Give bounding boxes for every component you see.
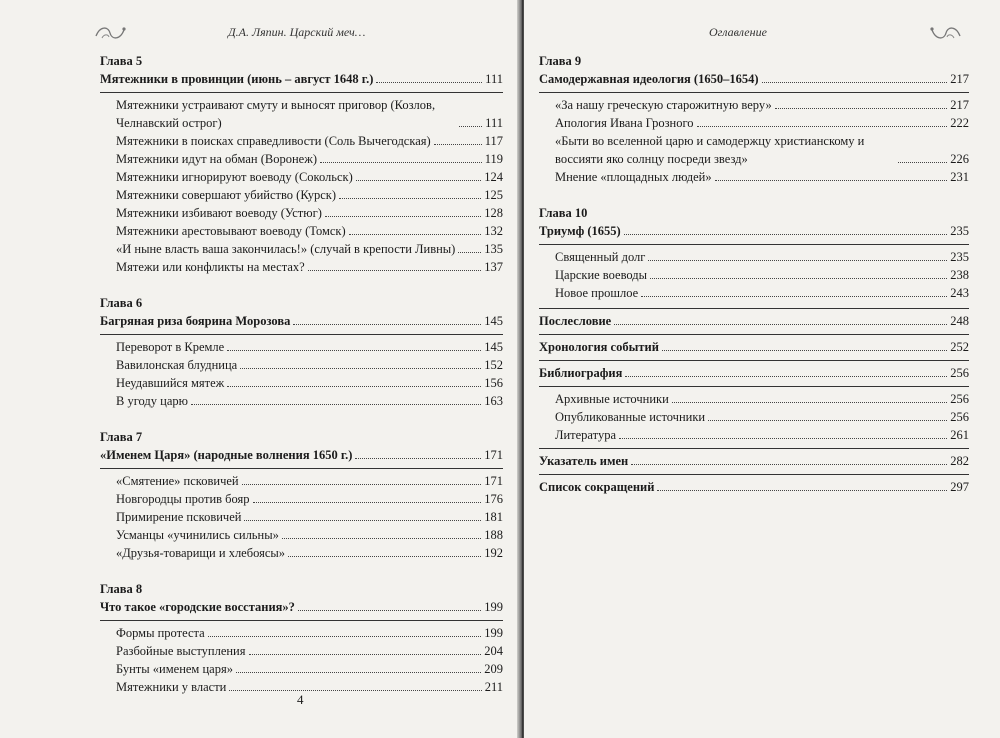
entry-page: 176: [484, 492, 503, 506]
leader-dots: [625, 376, 947, 377]
toc-entry[interactable]: [100, 526, 503, 544]
entry-title: «Быти во вселенной царю и самодержцу христианскому и воссияти яко солнцу посреди звезд»: [555, 134, 865, 166]
entry-title: Апология Ивана Грозного: [555, 116, 694, 130]
leader-dots: [208, 636, 482, 637]
entry-page: 128: [484, 206, 503, 220]
entry-page: 297: [950, 480, 969, 494]
toc-entry[interactable]: [100, 508, 503, 526]
leader-dots: [320, 162, 482, 163]
toc-entry[interactable]: [100, 240, 503, 258]
toc-entry[interactable]: [539, 114, 969, 132]
entry-page: 217: [950, 98, 969, 112]
leader-dots: [308, 270, 482, 271]
entry-title: Опубликованные источники: [555, 410, 706, 424]
bibliography-entry[interactable]: [539, 364, 969, 382]
entry-title: Хронология событий: [539, 340, 659, 354]
table-of-contents: [539, 52, 969, 499]
entry-title: В угоду царю: [116, 394, 188, 408]
toc-entry[interactable]: [100, 222, 503, 240]
entry-page: 188: [484, 528, 503, 542]
chapter-9: [539, 52, 969, 186]
entry-page: 181: [484, 510, 503, 524]
toc-entry[interactable]: [539, 426, 969, 444]
entry-page: 152: [484, 358, 503, 372]
divider: [100, 468, 503, 469]
leader-dots: [282, 538, 481, 539]
entry-page: 204: [484, 644, 503, 658]
entry-page: 156: [484, 376, 503, 390]
abbreviations-entry[interactable]: [539, 478, 969, 496]
leader-dots: [434, 144, 482, 145]
entry-page: 171: [484, 474, 503, 488]
leader-dots: [662, 350, 947, 351]
leader-dots: [650, 278, 947, 279]
leader-dots: [762, 82, 948, 83]
leader-dots: [229, 690, 481, 691]
chapter-label: Глава 9: [539, 54, 582, 68]
leader-dots: [298, 610, 481, 611]
entry-page: 235: [950, 224, 969, 238]
divider: [539, 334, 969, 335]
entry-title: Новое прошлое: [555, 286, 639, 300]
entry-page: 256: [950, 366, 969, 380]
ornament-icon: [92, 22, 128, 44]
page-number: 4: [297, 692, 304, 707]
entry-title: Мятежники арестовывают воеводу (Томск): [116, 224, 346, 238]
chapter-5: [100, 52, 503, 276]
leader-dots: [648, 260, 947, 261]
leader-dots: [672, 402, 947, 403]
leader-dots: [356, 180, 481, 181]
toc-entry[interactable]: [100, 132, 503, 150]
toc-entry[interactable]: [539, 408, 969, 426]
entry-page: 238: [950, 268, 969, 282]
toc-entry[interactable]: [100, 642, 503, 660]
entry-page: 124: [484, 170, 503, 184]
entry-title: Примирение псковичей: [116, 510, 242, 524]
toc-entry[interactable]: [100, 392, 503, 410]
chapter-10: [539, 204, 969, 302]
entry-title: «И ныне власть ваша закончилась!» (случай в крепости Ливны): [116, 242, 456, 256]
toc-entry[interactable]: [100, 356, 503, 374]
entry-title: «Друзья-товарищи и хлебоясы»: [116, 546, 286, 560]
leader-dots: [459, 126, 482, 127]
entry-page: 145: [484, 314, 503, 328]
leader-dots: [288, 556, 481, 557]
entry-title: Неудавшийся мятеж: [116, 376, 225, 390]
entry-title: Мятежники идут на обман (Воронеж): [116, 152, 317, 166]
toc-entry[interactable]: [539, 390, 969, 408]
table-of-contents: [100, 52, 503, 714]
entry-page: 117: [484, 134, 503, 148]
entry-page: 132: [484, 224, 503, 238]
entry-page: 282: [950, 454, 969, 468]
toc-entry[interactable]: [539, 132, 969, 168]
leader-dots: [242, 484, 482, 485]
leader-dots: [715, 180, 948, 181]
entry-page: 235: [950, 250, 969, 264]
divider: [100, 620, 503, 621]
entry-title: Священный долг: [555, 250, 646, 264]
running-header: Оглавление: [709, 25, 767, 39]
entry-title: Новгородцы против бояр: [116, 492, 250, 506]
entry-page: 243: [950, 286, 969, 300]
entry-page: 192: [484, 546, 503, 560]
toc-entry[interactable]: [100, 258, 503, 276]
entry-page: 211: [484, 680, 503, 694]
entry-page: 209: [484, 662, 503, 676]
chapter-8: [100, 580, 503, 696]
entry-title: Мятежники игнорируют воеводу (Сокольск): [116, 170, 353, 184]
entry-page: 135: [484, 242, 503, 256]
entry-title: Мятежники устраивают смуту и выносят приговор (Козлов, Челнавский острог): [116, 98, 436, 130]
toc-entry[interactable]: [100, 168, 503, 186]
chapter-title-entry[interactable]: [100, 70, 503, 88]
leader-dots: [325, 216, 481, 217]
divider: [100, 334, 503, 335]
afterword-entry[interactable]: [539, 312, 969, 330]
leader-dots: [227, 386, 481, 387]
entry-page: 226: [950, 152, 969, 166]
chapter-6: [100, 294, 503, 410]
toc-entry[interactable]: [539, 284, 969, 302]
entry-title: Послесловие: [539, 314, 612, 328]
toc-entry[interactable]: [100, 544, 503, 562]
leader-dots: [458, 252, 481, 253]
entry-title: Архивные источники: [555, 392, 669, 406]
leader-dots: [236, 672, 481, 673]
entry-title: Литература: [555, 428, 616, 442]
entry-page: 231: [950, 170, 969, 184]
chapter-title-entry[interactable]: [539, 70, 969, 88]
leader-dots: [249, 654, 482, 655]
toc-entry[interactable]: [100, 204, 503, 222]
entry-page: 222: [950, 116, 969, 130]
running-header: Д.А. Ляпин. Царский меч…: [228, 25, 366, 39]
toc-entry[interactable]: [100, 186, 503, 204]
entry-title: «Смятение» псковичей: [116, 474, 239, 488]
divider: [539, 386, 969, 387]
toc-entry[interactable]: [100, 338, 503, 356]
divider: [539, 308, 969, 309]
toc-entry[interactable]: [539, 248, 969, 266]
leader-dots: [355, 458, 481, 459]
chronology-entry[interactable]: [539, 338, 969, 356]
entry-title: Мятежники у власти: [116, 680, 227, 694]
entry-title: Мятежники в провинции (июнь – август 1648 г.): [100, 72, 374, 86]
leader-dots: [244, 520, 481, 521]
entry-page: 256: [950, 392, 969, 406]
divider: [539, 92, 969, 93]
entry-page: 199: [484, 600, 503, 614]
divider: [539, 360, 969, 361]
entry-title: Мятежники в поисках справедливости (Соль Вычегодская): [116, 134, 431, 148]
leader-dots: [624, 234, 948, 235]
chapter-label: Глава 7: [100, 430, 143, 444]
toc-entry[interactable]: [100, 150, 503, 168]
leader-dots: [898, 162, 947, 163]
entry-title: Царские воеводы: [555, 268, 648, 282]
entry-page: 248: [950, 314, 969, 328]
index-entry[interactable]: [539, 452, 969, 470]
entry-title: Список сокращений: [539, 480, 655, 494]
entry-title: Формы протеста: [116, 626, 205, 640]
divider: [539, 244, 969, 245]
entry-title: Разбойные выступления: [116, 644, 246, 658]
toc-entry[interactable]: [100, 490, 503, 508]
toc-entry[interactable]: [100, 96, 503, 132]
entry-title: Библиография: [539, 366, 623, 380]
toc-entry[interactable]: [539, 168, 969, 186]
entry-title: Мнение «площадных людей»: [555, 170, 712, 184]
entry-page: 125: [484, 188, 503, 202]
toc-entry[interactable]: [100, 660, 503, 678]
leader-dots: [775, 108, 948, 109]
ornament-icon: [928, 22, 964, 44]
entry-title: «За нашу греческую старожитную веру»: [555, 98, 772, 112]
leader-dots: [697, 126, 948, 127]
leader-dots: [641, 296, 947, 297]
toc-entry[interactable]: [100, 374, 503, 392]
chapter-label: Глава 6: [100, 296, 143, 310]
entry-page: 119: [484, 152, 503, 166]
leader-dots: [339, 198, 481, 199]
chapter-title-entry[interactable]: [100, 446, 503, 464]
toc-entry[interactable]: [539, 266, 969, 284]
chapter-title-entry[interactable]: [100, 312, 503, 330]
divider: [539, 474, 969, 475]
entry-title: Мятежники избивают воеводу (Устюг): [116, 206, 322, 220]
entry-page: 256: [950, 410, 969, 424]
entry-title: Мятежники совершают убийство (Курск): [116, 188, 337, 202]
chapter-title-entry[interactable]: [539, 222, 969, 240]
leader-dots: [349, 234, 482, 235]
entry-page: 217: [950, 72, 969, 86]
entry-title: Самодержавная идеология (1650–1654): [539, 72, 759, 86]
leader-dots: [708, 420, 947, 421]
divider: [100, 92, 503, 93]
toc-entry[interactable]: [100, 472, 503, 490]
leader-dots: [614, 324, 947, 325]
entry-page: 163: [484, 394, 503, 408]
chapter-label: Глава 5: [100, 54, 143, 68]
leader-dots: [191, 404, 481, 405]
leader-dots: [227, 350, 481, 351]
entry-title: Триумф (1655): [539, 224, 621, 238]
entry-page: 145: [484, 340, 503, 354]
leader-dots: [253, 502, 482, 503]
chapter-title-entry[interactable]: [100, 598, 503, 616]
leader-dots: [631, 464, 947, 465]
entry-page: 261: [950, 428, 969, 442]
leader-dots: [619, 438, 947, 439]
toc-entry[interactable]: [100, 624, 503, 642]
divider: [539, 448, 969, 449]
chapter-7: [100, 428, 503, 562]
entry-title: Багряная риза боярина Морозова: [100, 314, 291, 328]
leader-dots: [376, 82, 482, 83]
entry-title: Бунты «именем царя»: [116, 662, 233, 676]
entry-page: 252: [950, 340, 969, 354]
entry-title: Что такое «городские восстания»?: [100, 600, 295, 614]
entry-title: Указатель имен: [539, 454, 629, 468]
entry-title: Вавилонская блудница: [116, 358, 238, 372]
entry-page: 111: [485, 72, 503, 86]
entry-title: Мятежи или конфликты на местах?: [116, 260, 305, 274]
entry-page: 111: [485, 116, 503, 130]
entry-title: «Именем Царя» (народные волнения 1650 г.): [100, 448, 353, 462]
right-page: [524, 0, 1000, 738]
entry-title: Переворот в Кремле: [116, 340, 225, 354]
leader-dots: [657, 490, 947, 491]
leader-dots: [293, 324, 481, 325]
chapter-label: Глава 8: [100, 582, 143, 596]
chapter-label: Глава 10: [539, 206, 588, 220]
entry-page: 199: [484, 626, 503, 640]
entry-page: 171: [484, 448, 503, 462]
toc-entry[interactable]: [539, 96, 969, 114]
entry-page: 137: [484, 260, 503, 274]
leader-dots: [240, 368, 481, 369]
entry-title: Усманцы «учинились сильны»: [116, 528, 279, 542]
